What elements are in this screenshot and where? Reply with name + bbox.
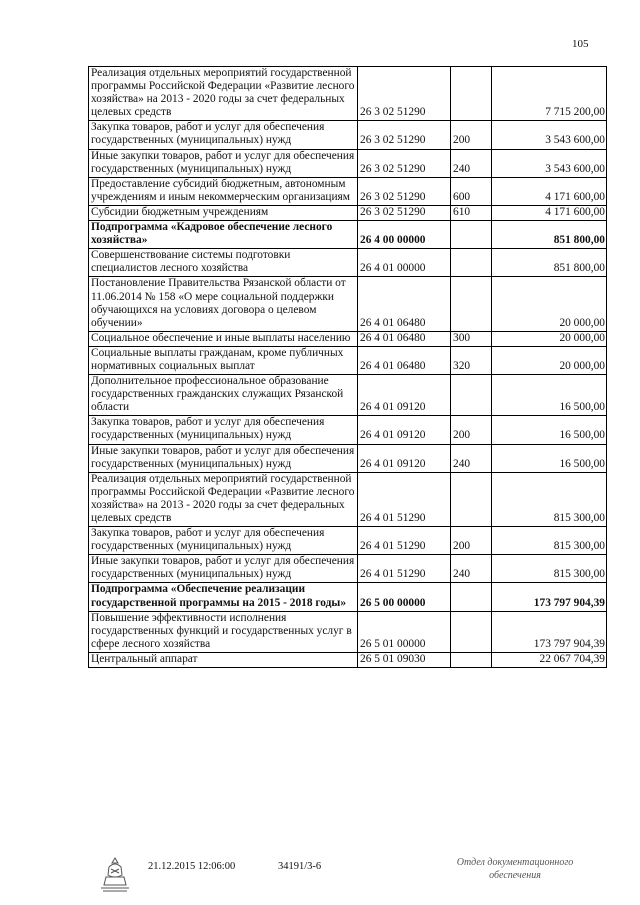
row-type-cell: 240: [451, 555, 492, 583]
row-sum-cell: 4 171 600,00: [492, 177, 607, 205]
row-code-cell: 26 4 01 00000: [358, 249, 451, 277]
table-row: [89, 177, 607, 205]
row-type-cell: [451, 221, 492, 249]
row-code-cell: 26 4 01 51290: [358, 527, 451, 555]
row-sum-cell: 3 543 600,00: [492, 149, 607, 177]
footer-doc-number: 34191/3-6: [278, 861, 322, 872]
row-sum-cell: 173 797 904,39: [492, 583, 607, 611]
row-code-cell: 26 4 01 09120: [358, 416, 451, 444]
footer-department-line1: Отдел документационного: [456, 857, 574, 868]
row-name-cell: Закупка товаров, работ и услуг для обеспечения государственных (муниципальных) нужд: [89, 416, 358, 444]
row-name-cell: Реализация отдельных мероприятий государственной программы Российской Федерации «Развитие лесного хозяйства» на 2013 - 2020 годы за счет федеральных целевых средств: [89, 67, 358, 121]
table-row: [89, 472, 607, 526]
table-row: [89, 444, 607, 472]
row-code-cell: 26 5 01 00000: [358, 611, 451, 652]
row-type-cell: 300: [451, 331, 492, 346]
table-row: [89, 416, 607, 444]
row-name-cell: Совершенствование системы подготовки специалистов лесного хозяйства: [89, 249, 358, 277]
seal-icon: [95, 855, 135, 893]
table-row: [89, 527, 607, 555]
row-name-cell: Реализация отдельных мероприятий государственной программы Российской Федерации «Развитие лесного хозяйства» на 2013 - 2020 годы за счет федеральных целевых средств: [89, 472, 358, 526]
row-type-cell: 610: [451, 205, 492, 220]
row-name-cell: Иные закупки товаров, работ и услуг для обеспечения государственных (муниципальных) нужд: [89, 149, 358, 177]
row-code-cell: 26 4 01 51290: [358, 472, 451, 526]
row-sum-cell: 851 800,00: [492, 249, 607, 277]
row-sum-cell: 22 067 704,39: [492, 652, 607, 667]
table-row: [89, 346, 607, 374]
row-sum-cell: 3 543 600,00: [492, 121, 607, 149]
row-name-cell: Подпрограмма «Кадровое обеспечение лесного хозяйства»: [89, 221, 358, 249]
row-type-cell: [451, 472, 492, 526]
row-type-cell: 320: [451, 346, 492, 374]
row-code-cell: 26 5 00 00000: [358, 583, 451, 611]
table-row: [89, 121, 607, 149]
row-type-cell: [451, 375, 492, 416]
table-row: [89, 249, 607, 277]
row-code-cell: 26 3 02 51290: [358, 149, 451, 177]
table-row: [89, 652, 607, 667]
row-name-cell: Дополнительное профессиональное образование государственных гражданских служащих Рязанской области: [89, 375, 358, 416]
row-name-cell: Предоставление субсидий бюджетным, автономным учреждениям и иным некоммерческим организациям: [89, 177, 358, 205]
footer: [0, 855, 640, 895]
row-code-cell: 26 4 01 06480: [358, 277, 451, 331]
row-name-cell: Повышение эффективности исполнения государственных функций и государственных услуг в сфере лесного хозяйства: [89, 611, 358, 652]
budget-table: [88, 66, 607, 668]
row-sum-cell: 20 000,00: [492, 346, 607, 374]
row-sum-cell: 16 500,00: [492, 375, 607, 416]
row-type-cell: [451, 249, 492, 277]
row-sum-cell: 20 000,00: [492, 277, 607, 331]
row-name-cell: Социальные выплаты гражданам, кроме публичных нормативных социальных выплат: [89, 346, 358, 374]
row-sum-cell: 815 300,00: [492, 527, 607, 555]
row-name-cell: Субсидии бюджетным учреждениям: [89, 205, 358, 220]
table-row: [89, 149, 607, 177]
row-type-cell: [451, 583, 492, 611]
row-type-cell: [451, 611, 492, 652]
row-code-cell: 26 4 01 06480: [358, 331, 451, 346]
footer-department: [440, 856, 590, 882]
row-code-cell: 26 5 01 09030: [358, 652, 451, 667]
row-type-cell: [451, 67, 492, 121]
table-row: [89, 331, 607, 346]
table-row: [89, 611, 607, 652]
row-type-cell: 200: [451, 416, 492, 444]
row-code-cell: 26 4 01 09120: [358, 375, 451, 416]
row-type-cell: 240: [451, 149, 492, 177]
row-sum-cell: 815 300,00: [492, 555, 607, 583]
row-code-cell: 26 4 01 06480: [358, 346, 451, 374]
row-code-cell: 26 3 02 51290: [358, 121, 451, 149]
row-name-cell: Социальное обеспечение и иные выплаты населению: [89, 331, 358, 346]
row-code-cell: 26 3 02 51290: [358, 67, 451, 121]
row-name-cell: Иные закупки товаров, работ и услуг для обеспечения государственных (муниципальных) нужд: [89, 555, 358, 583]
row-sum-cell: 4 171 600,00: [492, 205, 607, 220]
table-row: [89, 205, 607, 220]
row-sum-cell: 851 800,00: [492, 221, 607, 249]
row-code-cell: 26 3 02 51290: [358, 205, 451, 220]
row-code-cell: 26 4 01 09120: [358, 444, 451, 472]
row-type-cell: [451, 277, 492, 331]
row-name-cell: Постановление Правительства Рязанской области от 11.06.2014 № 158 «О мере социальной поддержки обучающихся на условиях договора о целевом обучении»: [89, 277, 358, 331]
row-type-cell: 200: [451, 527, 492, 555]
row-type-cell: [451, 652, 492, 667]
table-row: [89, 221, 607, 249]
footer-timestamp: 21.12.2015 12:06:00: [148, 861, 236, 872]
table-row: [89, 277, 607, 331]
row-name-cell: Закупка товаров, работ и услуг для обеспечения государственных (муниципальных) нужд: [89, 121, 358, 149]
row-sum-cell: 20 000,00: [492, 331, 607, 346]
row-sum-cell: 173 797 904,39: [492, 611, 607, 652]
row-name-cell: Закупка товаров, работ и услуг для обеспечения государственных (муниципальных) нужд: [89, 527, 358, 555]
footer-department-line2: обеспечения: [489, 870, 541, 881]
row-type-cell: 600: [451, 177, 492, 205]
row-sum-cell: 16 500,00: [492, 444, 607, 472]
row-code-cell: 26 4 01 51290: [358, 555, 451, 583]
row-type-cell: 240: [451, 444, 492, 472]
row-code-cell: 26 4 00 00000: [358, 221, 451, 249]
table-row: [89, 583, 607, 611]
row-type-cell: 200: [451, 121, 492, 149]
row-name-cell: Иные закупки товаров, работ и услуг для обеспечения государственных (муниципальных) нужд: [89, 444, 358, 472]
row-sum-cell: 16 500,00: [492, 416, 607, 444]
row-sum-cell: 815 300,00: [492, 472, 607, 526]
row-name-cell: Центральный аппарат: [89, 652, 358, 667]
table-body: [89, 67, 607, 668]
row-sum-cell: 7 715 200,00: [492, 67, 607, 121]
table-row: [89, 555, 607, 583]
row-code-cell: 26 3 02 51290: [358, 177, 451, 205]
row-name-cell: Подпрограмма «Обеспечение реализации государственной программы на 2015 - 2018 годы»: [89, 583, 358, 611]
page-number: 105: [572, 38, 589, 50]
table-row: [89, 375, 607, 416]
table-row: [89, 67, 607, 121]
